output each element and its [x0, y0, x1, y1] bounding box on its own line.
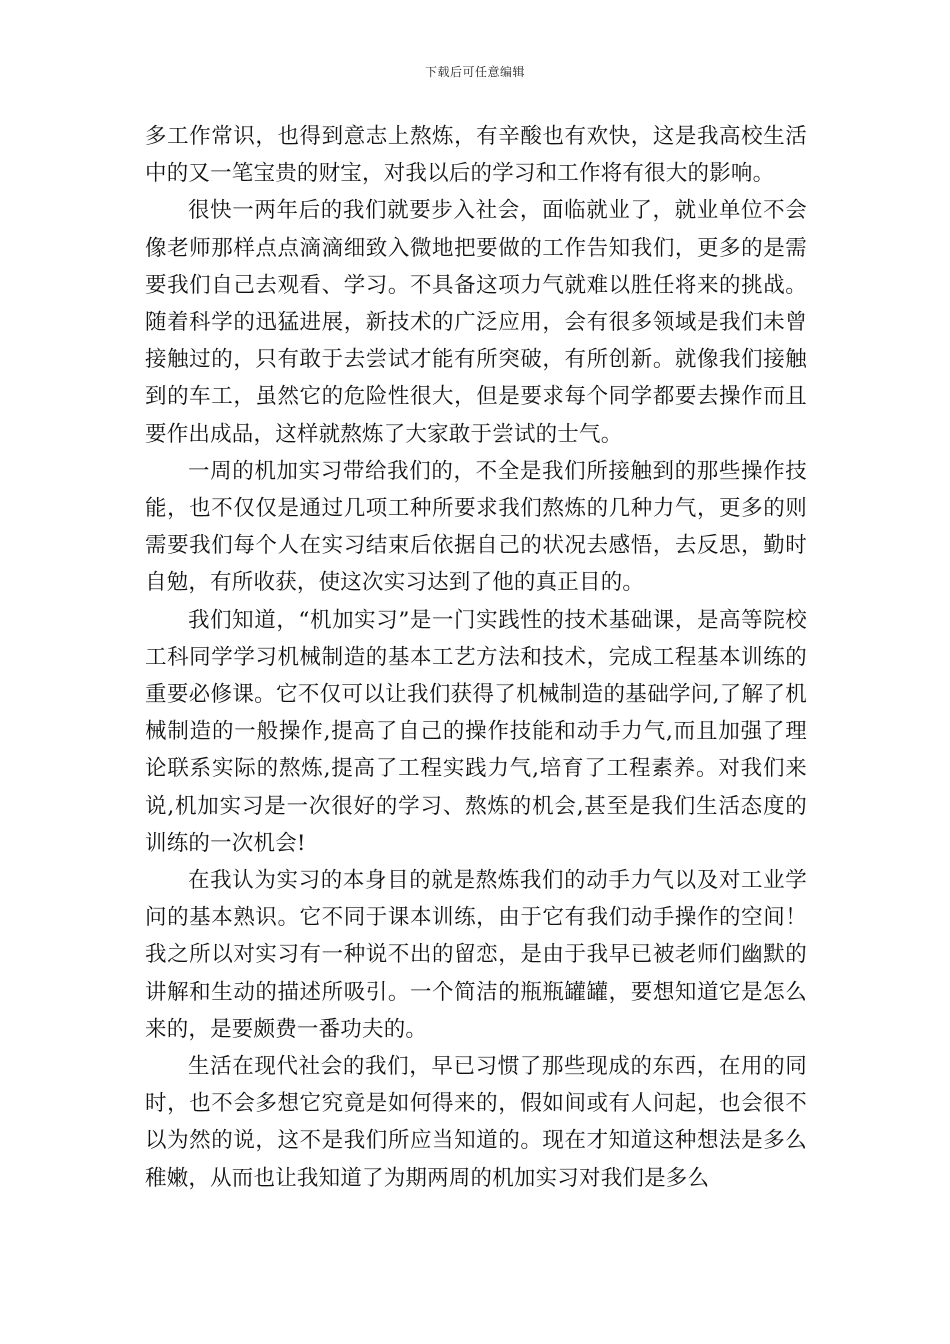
paragraph: 我们知道，“机加实习”是一门实践性的技术基础课，是高等院校工科同学学习机械制造的基本工艺方法和技术，完成工程基本训练的重要必修课。它不仅可以让我们获得了机械制造的基础学问,了解了机械制造的一般操作,提高了自己的操作技能和动手力气,而且加强了理论联系实际的熬炼,提高了工程实践力气,培育了工程素养。对我们来说,机加实习是一次很好的学习、熬炼的机会,甚至是我们生活态度的训练的一次机会! [145, 607, 807, 856]
page-header: 下载后可任意编辑 [424, 65, 525, 79]
document-body [145, 118, 807, 1197]
paragraph: 在我认为实习的本身目的就是熬炼我们的动手力气以及对工业学问的基本熟识。它不同于课本训练，由于它有我们动手操作的空间！我之所以对实习有一种说不出的留恋，是由于我早已被老师们幽默的讲解和生动的描述所吸引。一个简洁的瓶瓶罐罐，要想知道它是怎么来的，是要颇费一番功夫的。 [145, 868, 807, 1042]
paragraph: 很快一两年后的我们就要步入社会，面临就业了，就业单位不会像老师那样点点滴滴细致入微地把要做的工作告知我们，更多的是需要我们自己去观看、学习。不具备这项力气就难以胜任将来的挑战。随着科学的迅猛进展，新技术的广泛应用，会有很多领域是我们未曾接触过的，只有敢于去尝试才能有所突破，有所创新。就像我们接触到的车工，虽然它的危险性很大，但是要求每个同学都要去操作而且要作出成品，这样就熬炼了大家敢于尝试的士气。 [145, 198, 807, 447]
paragraph: 一周的机加实习带给我们的，不全是我们所接触到的那些操作技能，也不仅仅是通过几项工种所要求我们熬炼的几种力气，更多的则需要我们每个人在实习结束后依据自己的状况去感悟，去反思，勤时自勉，有所收获，使这次实习达到了他的真正目的。 [145, 458, 807, 596]
paragraph: 生活在现代社会的我们，早已习惯了那些现成的东西，在用的同时，也不会多想它究竟是如何得来的，假如间或有人问起，也会很不以为然的说，这不是我们所应当知道的。现在才知道这种想法是多么稚嫩，从而也让我知道了为期两周的机加实习对我们是多么 [145, 1054, 807, 1191]
paragraph-continued: 多工作常识，也得到意志上熬炼，有辛酸也有欢快，这是我高校生活中的又一笔宝贵的财宝，对我以后的学习和工作将有很大的影响。 [145, 124, 807, 187]
